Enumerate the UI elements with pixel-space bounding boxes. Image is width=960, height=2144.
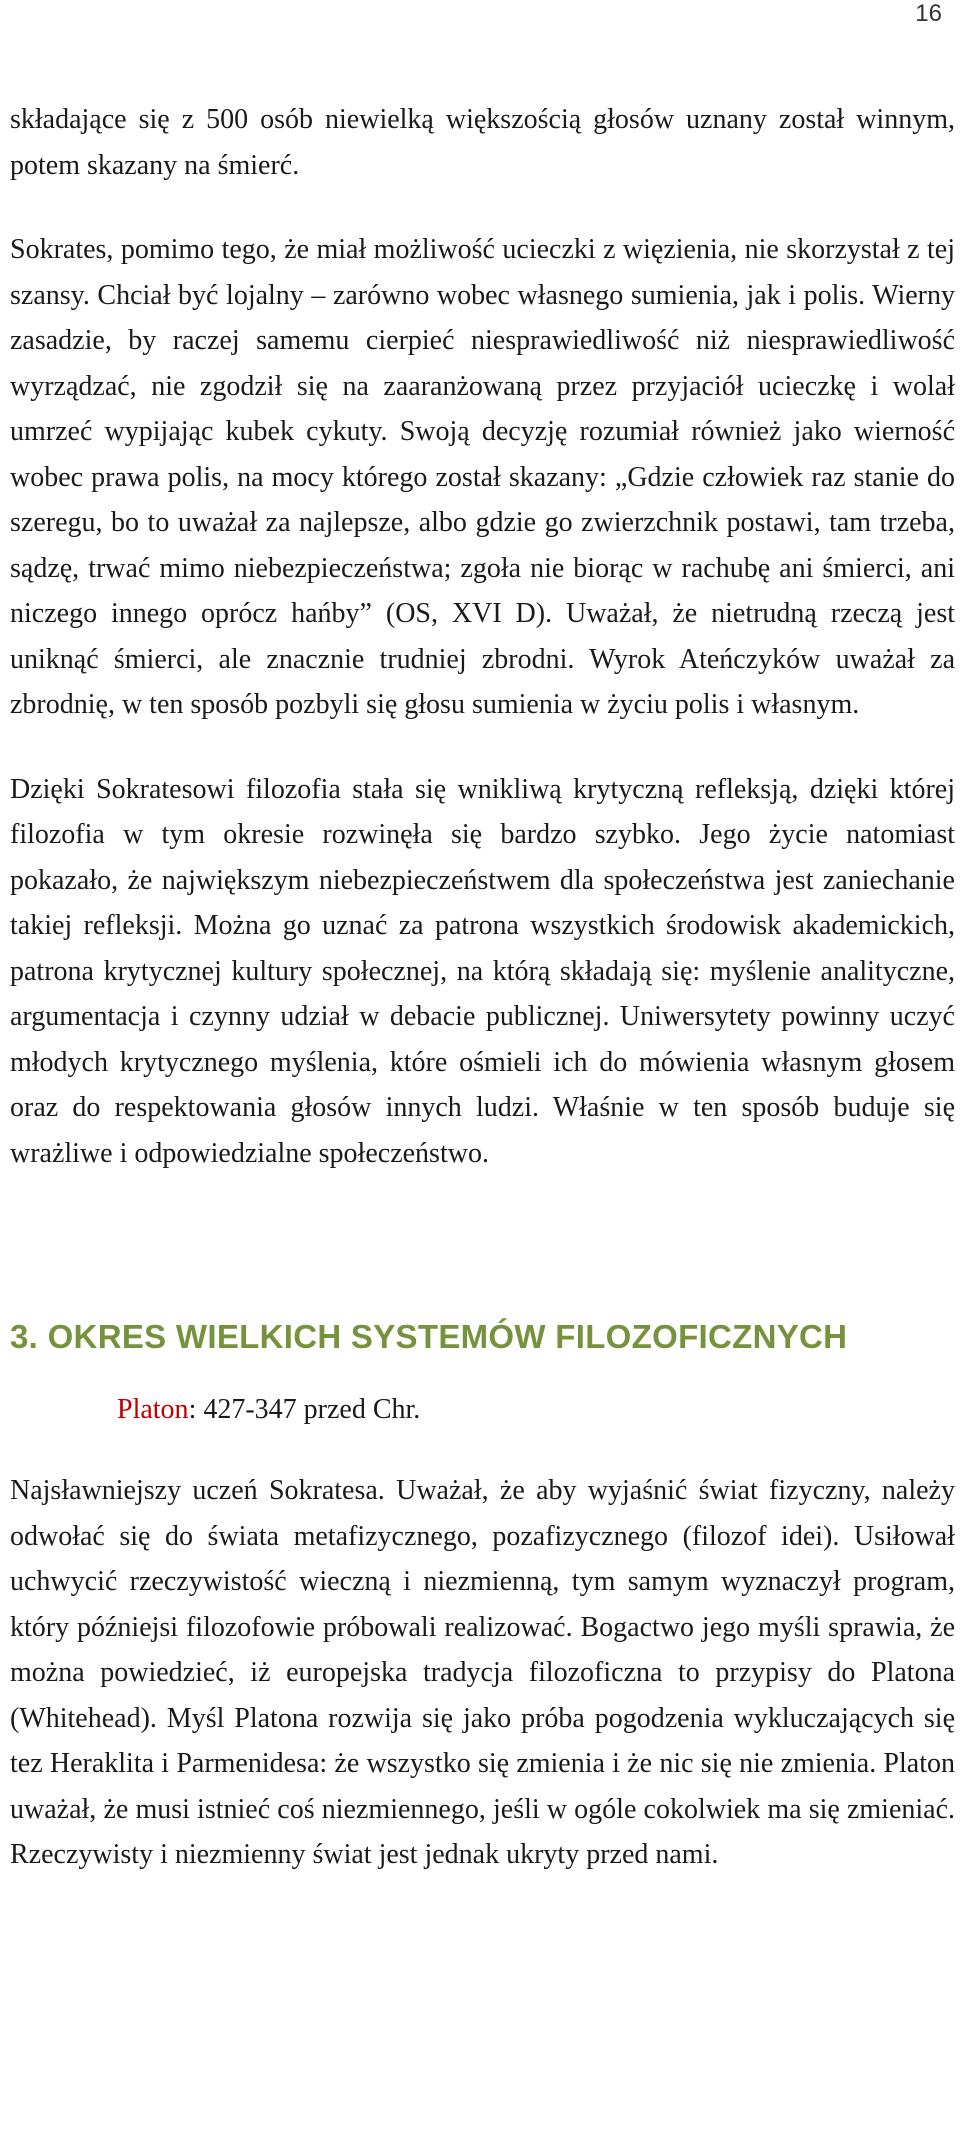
document-body (10, 97, 955, 1878)
paragraph-verdict: składające się z 500 osób niewielką większością głosów uznany został winnym, potem skazany na śmierć. (10, 104, 955, 181)
philosopher-name: Platon (117, 1394, 189, 1425)
philosopher-dates: : 427-347 przed Chr. (188, 1394, 421, 1425)
paragraph-platon: Najsławniejszy uczeń Sokratesa. Uważał, że aby wyjaśnić świat fizyczny, należy odwołać się do świata metafizycznego, pozafizycznego (filozof idei). Usiłował uchwycić rzeczywistość wieczną i niezmienną, tym samym wyznaczył program, który późniejsi filozofowie próbowali realizować. Bogactwo jego myśli sprawia, że można powiedzieć, iż europejska tradycja filozoficzna to przypisy do Platona (Whitehead). Myśl Platona rozwija się jako próba pogodzenia wykluczających się tez Heraklita i Parmenidesa: że wszystko się zmienia i że nic się nie zmienia. Platon uważał, że musi istnieć coś niezmiennego, jeśli w ogóle cokolwiek ma się zmieniać. Rzeczywisty i niezmienny świat jest jednak ukryty przed nami. (10, 1475, 955, 1870)
paragraph-socrates-legacy: Dzięki Sokratesowi filozofia stała się wnikliwą krytyczną refleksją, dzięki której filozofia w tym okresie rozwinęła się bardzo szybko. Jego życie natomiast pokazało, że największym niebezpieczeństwem dla społeczeństwa jest zaniechanie takiej refleksji. Można go uznać za patrona wszystkich środowisk akademickich, patrona krytycznej kultury społecznej, na którą składają się: myślenie analityczne, argumentacja i czynny udział w debacie publicznej. Uniwersytety powinny uczyć młodych krytycznego myślenia, które ośmieli ich do mówienia własnym głosem oraz do respektowania głosów innych ludzi. Właśnie w ten sposób buduje się wrażliwe i odpowiedzialne społeczeństwo. (10, 773, 955, 1169)
page-number: 16 (915, 0, 942, 27)
section-heading: 3. OKRES WIELKICH SYSTEMÓW FILOZOFICZNYCH (10, 1318, 848, 1355)
paragraph-socrates-escape: Sokrates, pomimo tego, że miał możliwość ucieczki z więzienia, nie skorzystał z tej szansy. Chciał być lojalny – zarówno wobec własnego sumienia, jak i polis. Wierny zasadzie, by raczej samemu cierpieć niesprawiedliwość niż niesprawiedliwość wyrządzać, nie zgodził się na zaaranżowaną przez przyjaciół ucieczkę i wolał umrzeć wypijając kubek cykuty. Swoją decyzję rozumiał również jako wierność wobec prawa polis, na mocy którego został skazany: „Gdzie człowiek raz stanie do szeregu, bo to uważał za najlepsze, albo gdzie go zwierzchnik postawi, tam trzeba, sądzę, trwać mimo niebezpieczeństwa; zgoła nie biorąc w rachubę ani śmierci, ani niczego innego oprócz hańby” (OS, XVI D). Uważał, że nietrudną rzeczą jest uniknąć śmierci, ale znacznie trudniej zbrodni. Wyrok Ateńczyków uważał za zbrodnię, w ten sposób pozbyli się głosu sumienia w życiu polis i własnym. (10, 234, 955, 720)
philosopher-line (117, 1387, 955, 1432)
